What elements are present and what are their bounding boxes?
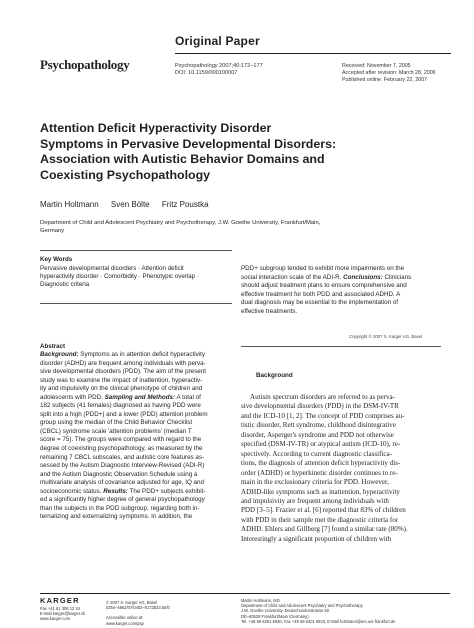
background-body — [241, 393, 446, 544]
abstract-line: and the Autism Diagnostic Observation Schedule using a — [40, 470, 198, 478]
received-date: Received: November 7, 2005 — [342, 63, 411, 69]
abstract-line: group using the median of the Child Behavior Checklist — [40, 419, 193, 427]
abstract-line: 182 subjects (41 females) diagnosed as having PDD were — [40, 402, 201, 410]
copyright-note: Copyright © 2007 S. Karger AG, Basel — [349, 334, 423, 339]
abstract-inline-head: Background: — [40, 351, 79, 358]
title-line: Symptoms in Pervasive Developmental Disorders: — [40, 136, 337, 151]
dates-block — [342, 63, 436, 83]
body-line: and impulsivity are frequent among individuals with — [241, 496, 389, 505]
abstract-line: than the subjects in the PDD subgroup, regarding both in- — [40, 504, 200, 512]
abstract-line: PDD+ subgroup tended to exhibit more impairments on the — [241, 265, 405, 272]
abstract-line: effective treatment for both PDD and associated ADHD. A — [241, 290, 401, 298]
body-line: order (ADHD) or hyperkinetic disorder continues to re- — [241, 468, 398, 477]
citation-line: Psychopathology 2007;40:172–177 — [175, 63, 263, 69]
corr-line: Tel. +49 69 6301 5920, Fax +49 69 6301 5843, E-Mail holtmann@em.uni-frankfurt.de — [241, 618, 396, 624]
body-line: main in the exclusionary criteria for PDD. However, — [241, 478, 389, 487]
article-title — [40, 121, 450, 183]
affiliation-line: Department of Child and Adolescent Psychiatry and Psychotherapy, J.W. Goethe University, Frankfurt/Main, — [40, 220, 321, 226]
abstract-line — [40, 394, 234, 403]
abstract-line: ed a significantly higher degree of general psychopathology — [40, 496, 205, 504]
keywords-heading: Key Words — [40, 256, 73, 263]
abstract-line: sessed by the Autism Diagnostic Interview-Revised (ADI-R) — [40, 462, 205, 470]
author-name: Fritz Poustka — [161, 200, 209, 209]
keywords-list — [40, 265, 232, 290]
body-line: disorder, Asperger's syndrome and PDD not otherwise — [241, 430, 394, 439]
published-date: Published online: February 22, 2007 — [342, 76, 428, 83]
abstract-body — [40, 351, 234, 522]
body-line: PDD [3–5]. Frazier et al. [6] reported that 83% of children — [241, 506, 406, 515]
abstract-inline-head: Conclusions: — [343, 273, 383, 281]
accepted-date: Accepted after revision: March 28, 2006 — [342, 69, 436, 76]
abstract-line: multivariate analysis of covariance adjusted for age, IQ and — [40, 479, 204, 487]
body-line: Autism spectrum disorders are referred to as perva- — [250, 393, 395, 401]
corr-line: J.W. Goethe University, Deutschordenstrasse 50 — [241, 608, 329, 614]
corr-line: Department of Child and Adolescent Psychiatry and Psychotherapy — [241, 603, 363, 609]
abstract-line-text: The PDD+ subjects exhibit- — [127, 487, 206, 495]
abstract-line — [40, 488, 234, 497]
abstract-heading: Abstract — [40, 343, 66, 350]
body-line: Interestingly a significant proportion of children with — [241, 534, 392, 543]
author-name: Martin Holtmann — [40, 200, 99, 209]
abstract-line — [40, 351, 234, 360]
abstract-line: effective treatments. — [241, 307, 298, 315]
abstract-line-text: Symptoms as in attention deficit hyperactivity — [78, 351, 205, 358]
affiliation-line: Germany — [40, 228, 65, 234]
citation-block — [175, 63, 263, 77]
abstract-inline-head: Results: — [103, 487, 128, 495]
keywords-line: Diagnostic criteria — [40, 281, 90, 289]
abstract-line-text: socioeconomic status. — [40, 487, 104, 495]
body-line: tistic disorder, Rett syndrome, childhood disintegrative — [241, 421, 396, 430]
pub-line: © 2007 S. Karger AG, Basel — [106, 600, 158, 605]
abstract-line: ternalizing and externalizing symptoms. In addition, the — [40, 513, 193, 521]
abstract-line-text: adolescents with PDD. — [40, 393, 105, 401]
keywords-line: Pervasive developmental disorders · Attention deficit — [40, 265, 184, 272]
title-line: Association with Autistic Behavior Domains and — [40, 152, 325, 167]
footer-rule — [40, 593, 450, 594]
title-line: Attention Deficit Hyperactivity Disorder — [40, 121, 272, 135]
abstract-line: degree of coexisting psychopathology, as measured by the — [40, 445, 203, 453]
keywords-bottom-rule — [40, 303, 232, 304]
journal-logo: Psychopathology — [40, 57, 130, 72]
abstract-line-text: social interaction scale of the ADI-R. — [241, 273, 344, 281]
abstract-line-text: A total of — [175, 393, 201, 401]
contact-line: E-Mail karger@karger.ch — [40, 611, 86, 617]
author-name: Sven Bölte — [110, 200, 150, 209]
abstract-line: ity and impulsivity on the clinical phenotype of children and — [40, 385, 203, 393]
pub-line: 0254–4962/07/0403–0172$23.50/0 — [106, 605, 170, 611]
abstract-line: split into a high (PDD+) and a lower (PDD) attention problem — [40, 410, 208, 418]
body-line: spectively. According to current diagnostic classifica- — [241, 449, 392, 458]
abstract-body-continued — [241, 265, 441, 316]
publication-info — [106, 600, 170, 626]
body-line: and the ICD-10 [1, 2]. The concept of PDD comprises au- — [241, 411, 405, 420]
abstract-line — [241, 274, 441, 283]
section-heading-background: Background — [256, 372, 293, 379]
pub-line: www.karger.com/psp — [106, 620, 144, 626]
abstract-line: should adjust treatment plans to ensure comprehensive and — [241, 282, 407, 290]
body-line: ADHD. Ehlers and Gillberg [7] found a similar rate (80%). — [241, 525, 408, 534]
corr-line: DE–60528 Frankfurt/Main (Germany) — [241, 613, 309, 619]
abstract-line: remaining 7 CBCL subscales, and autistic core features as- — [40, 453, 205, 461]
body-line: sive developmental disorders (PDD) in the DSM-IV-TR — [241, 402, 399, 411]
abstract-line: study was to examine the impact of inattention, hyperactiv- — [40, 376, 203, 384]
affiliation — [40, 219, 340, 235]
title-line: Coexisting Psychopathology — [40, 167, 211, 182]
abstract-inline-head: Sampling and Methods: — [104, 393, 176, 401]
contact-line: Fax +41 61 306 12 34 — [40, 606, 80, 611]
doi-line: DOI: 10.1159/000100007 — [175, 70, 238, 76]
publisher-contact — [40, 606, 85, 622]
abstract-line-text: Clinicians — [382, 273, 412, 281]
pub-line: Accessible online at: — [106, 615, 144, 621]
abstract-line: sive developmental disorders (PDD). The aim of the present — [40, 368, 206, 376]
correspondence-address — [241, 598, 395, 624]
header-rule — [175, 53, 451, 54]
body-line: with PDD in their sample met the diagnostic criteria for — [241, 515, 399, 524]
body-line: tions, the diagnosis of attention deficit hyperactivity dis- — [241, 459, 401, 468]
author-list — [40, 200, 219, 209]
contact-line: www.karger.com — [40, 616, 71, 622]
body-line: specified (DSM-IV-TR) or atypical autism (ICD-10), re- — [241, 440, 401, 449]
abstract-line: disorder (ADHD) are frequent among individuals with perva- — [40, 359, 206, 367]
section-label: Original Paper — [175, 34, 260, 48]
publisher-logo: KARGER — [40, 596, 80, 605]
keywords-top-rule — [40, 250, 232, 251]
abstract-line: score = 75). The groups were compared with regard to the — [40, 436, 202, 444]
abstract-line: dual diagnosis may be essential to the implementation of — [241, 299, 399, 307]
corr-line: Martin Holtmann, MD — [241, 598, 280, 603]
abstract-end-rule — [241, 346, 441, 347]
keywords-line: hyperactivity disorder · Comorbidity · Phenotypic overlap · — [40, 273, 199, 281]
body-line: ADHD-like symptoms such as inattention, hyperactivity — [241, 487, 400, 496]
abstract-line: (CBCL) syndrome scale 'attention problems' (median T — [40, 427, 192, 435]
